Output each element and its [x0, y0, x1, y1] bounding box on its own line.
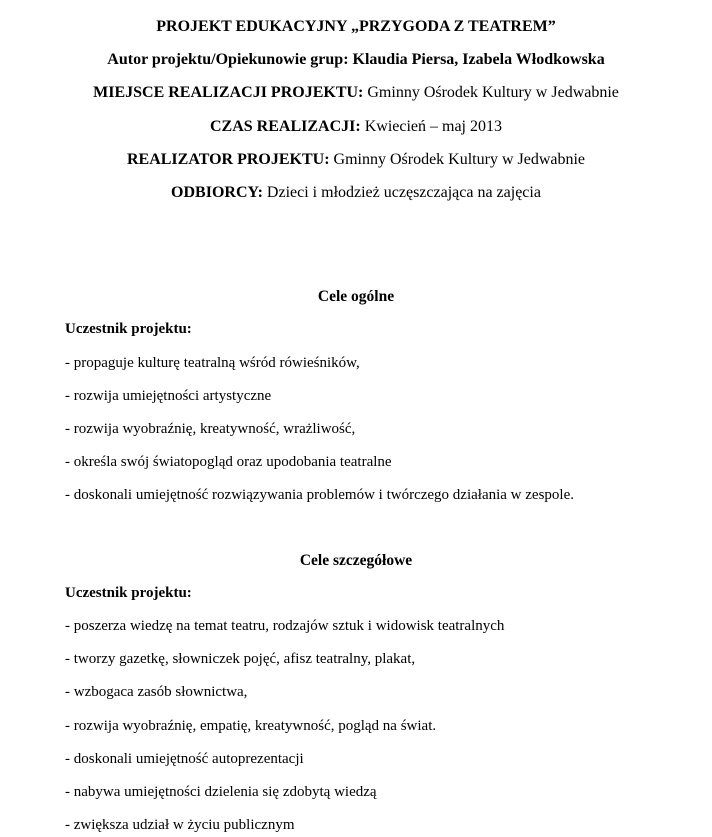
- field-line-realizator-projektu: [65, 143, 647, 176]
- bullet-item: - poszerza wiedzę na temat teatru, rodzajów sztuk i widowisk teatralnych: [65, 618, 505, 635]
- bullet-item: - rozwija wyobraźnię, empatię, kreatywność, pogląd na świat.: [65, 717, 437, 734]
- bullet-item: - propaguje kulturę teatralną wśród rówieśników,: [65, 354, 360, 371]
- field-label: REALIZATOR PROJEKTU:: [126, 150, 330, 168]
- document-title: PROJEKT EDUKACYJNY „PRZYGODA Z TEATREM”: [156, 18, 556, 35]
- field-value: Dzieci i młodzież uczęszczająca na zajęcia: [262, 184, 541, 202]
- bullet-item: - tworzy gazetkę, słowniczek pojęć, afisz teatralny, plakat,: [65, 651, 416, 668]
- field-line-czas-realizacji: [65, 110, 647, 143]
- field-value: Gminny Ośrodek Kultury w Jedwabnie: [363, 84, 619, 102]
- bullet-item: - doskonali umiejętność rozwiązywania problemów i twórczego działania w zespole.: [65, 487, 574, 504]
- field-line-odbiorcy: [65, 176, 647, 209]
- section-heading: Cele ogólne: [317, 288, 395, 306]
- field-label: MIEJSCE REALIZACJI PROJEKTU:: [93, 84, 364, 102]
- bullet-item: - zwiększa udział w życiu publicznym: [65, 817, 295, 834]
- field-label: CZAS REALIZACJI:: [210, 117, 361, 135]
- vertical-spacer: [65, 209, 647, 280]
- section-cele-szczegolowe: [65, 544, 647, 837]
- bullet-item: - wzbogaca zasób słownictwa,: [65, 684, 248, 701]
- field-value: Kwiecień – maj 2013: [360, 117, 502, 135]
- bullet-item: - doskonali umiejętność autoprezentacji: [65, 750, 304, 767]
- field-value: Gminny Ośrodek Kultury w Jedwabnie: [329, 150, 586, 168]
- bullet-item: - rozwija wyobraźnię, kreatywność, wrażliwość,: [65, 421, 356, 438]
- section-heading: Cele szczegółowe: [299, 551, 413, 569]
- bullet-item: - nabywa umiejętności dzielenia się zdobytą wiedzą: [65, 784, 377, 801]
- author-line: Autor projektu/Opiekunowie grup: Klaudia Piersa, Izabela Włodkowska: [107, 51, 605, 69]
- bullet-item: - określa swój światopogląd oraz upodobania teatralne: [65, 454, 392, 471]
- bullet-item: - rozwija umiejętności artystyczne: [65, 387, 272, 404]
- field-line-miejsce-realizacji: [65, 76, 647, 109]
- section-subheading: Uczestnik projektu:: [65, 584, 192, 601]
- vertical-spacer: [65, 513, 647, 544]
- section-subheading: Uczestnik projektu:: [65, 321, 192, 338]
- section-cele-ogolne: [65, 280, 647, 512]
- field-label: ODBIORCY:: [171, 184, 263, 202]
